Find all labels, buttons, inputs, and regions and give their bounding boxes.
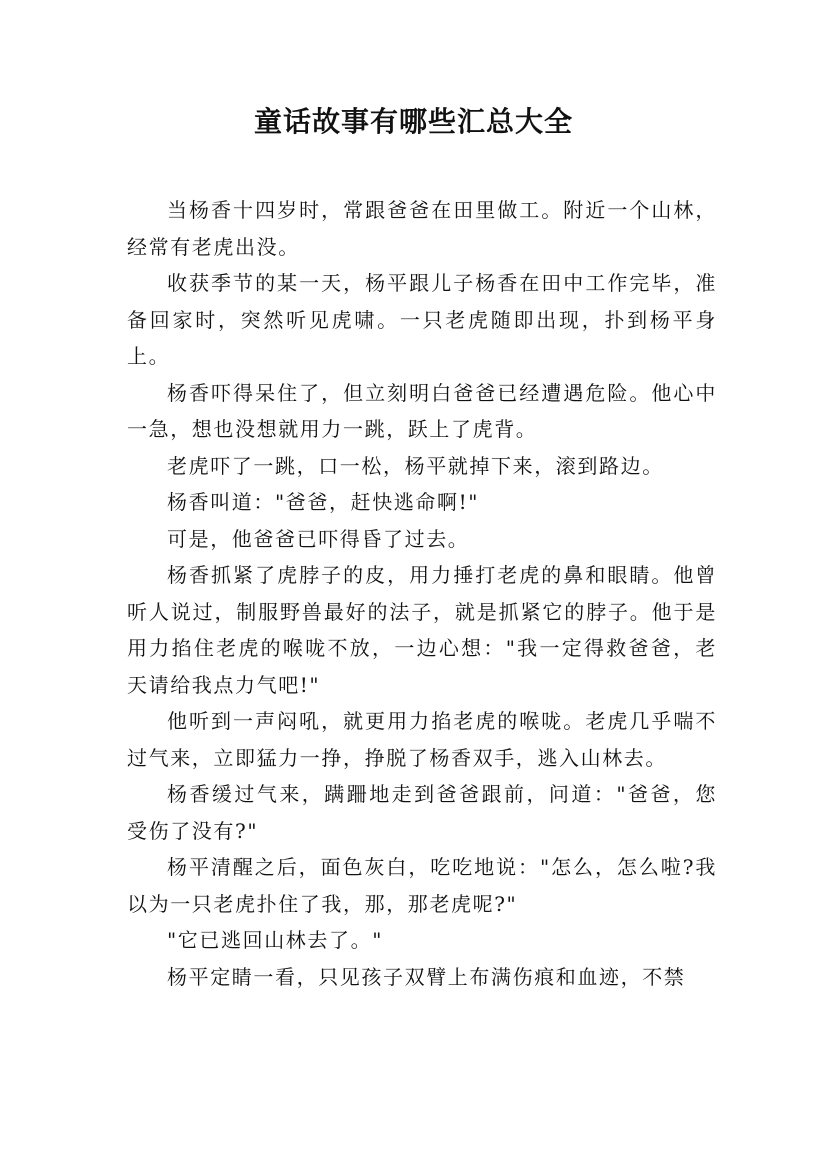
paragraph: 杨平定睛一看，只见孩子双臂上布满伤痕和血迹，不禁	[167, 964, 686, 989]
paragraph: 杨香吓得呆住了，但立刻明白爸爸已经遭遇危险。他心中一急，想也没想就用力一跳，跃上了虎背。	[127, 380, 717, 441]
paragraph: 当杨香十四岁时，常跟爸爸在田里做工。附近一个山林，经常有老虎出没。	[127, 198, 717, 259]
paragraph: 老虎吓了一跳，口一松，杨平就掉下来，滚到路边。	[167, 453, 664, 478]
paragraph: 杨平清醒之后，面色灰白，吃吃地说："怎么，怎么啦?我以为一只老虎扑住了我，那，那老虎呢?"	[127, 855, 717, 916]
paragraph: 收获季节的某一天，杨平跟儿子杨香在田中工作完毕，准备回家时，突然听见虎啸。一只老虎随即出现，扑到杨平身上。	[127, 271, 717, 368]
document-title: 童话故事有哪些汇总大全	[253, 105, 573, 138]
paragraph: "它已逃回山林去了。"	[167, 928, 383, 952]
paragraph: 他听到一声闷吼，就更用力掐老虎的喉咙。老虎几乎喘不过气来，立即猛力一挣，挣脱了杨香双手，逃入山林去。	[127, 709, 717, 770]
paragraph: 杨香抓紧了虎脖子的皮，用力捶打老虎的鼻和眼睛。他曾听人说过，制服野兽最好的法子，就是抓紧它的脖子。他于是用力掐住老虎的喉咙不放，一边心想："我一定得救爸爸，老天请给我点力气吧!"	[127, 563, 717, 697]
document-body	[127, 192, 717, 995]
paragraph: 杨香叫道："爸爸，赶快逃命啊!"	[167, 490, 480, 514]
paragraph: 杨香缓过气来，蹒跚地走到爸爸跟前，问道："爸爸，您受伤了没有?"	[127, 782, 717, 843]
paragraph: 可是，他爸爸已吓得昏了过去。	[167, 526, 470, 551]
